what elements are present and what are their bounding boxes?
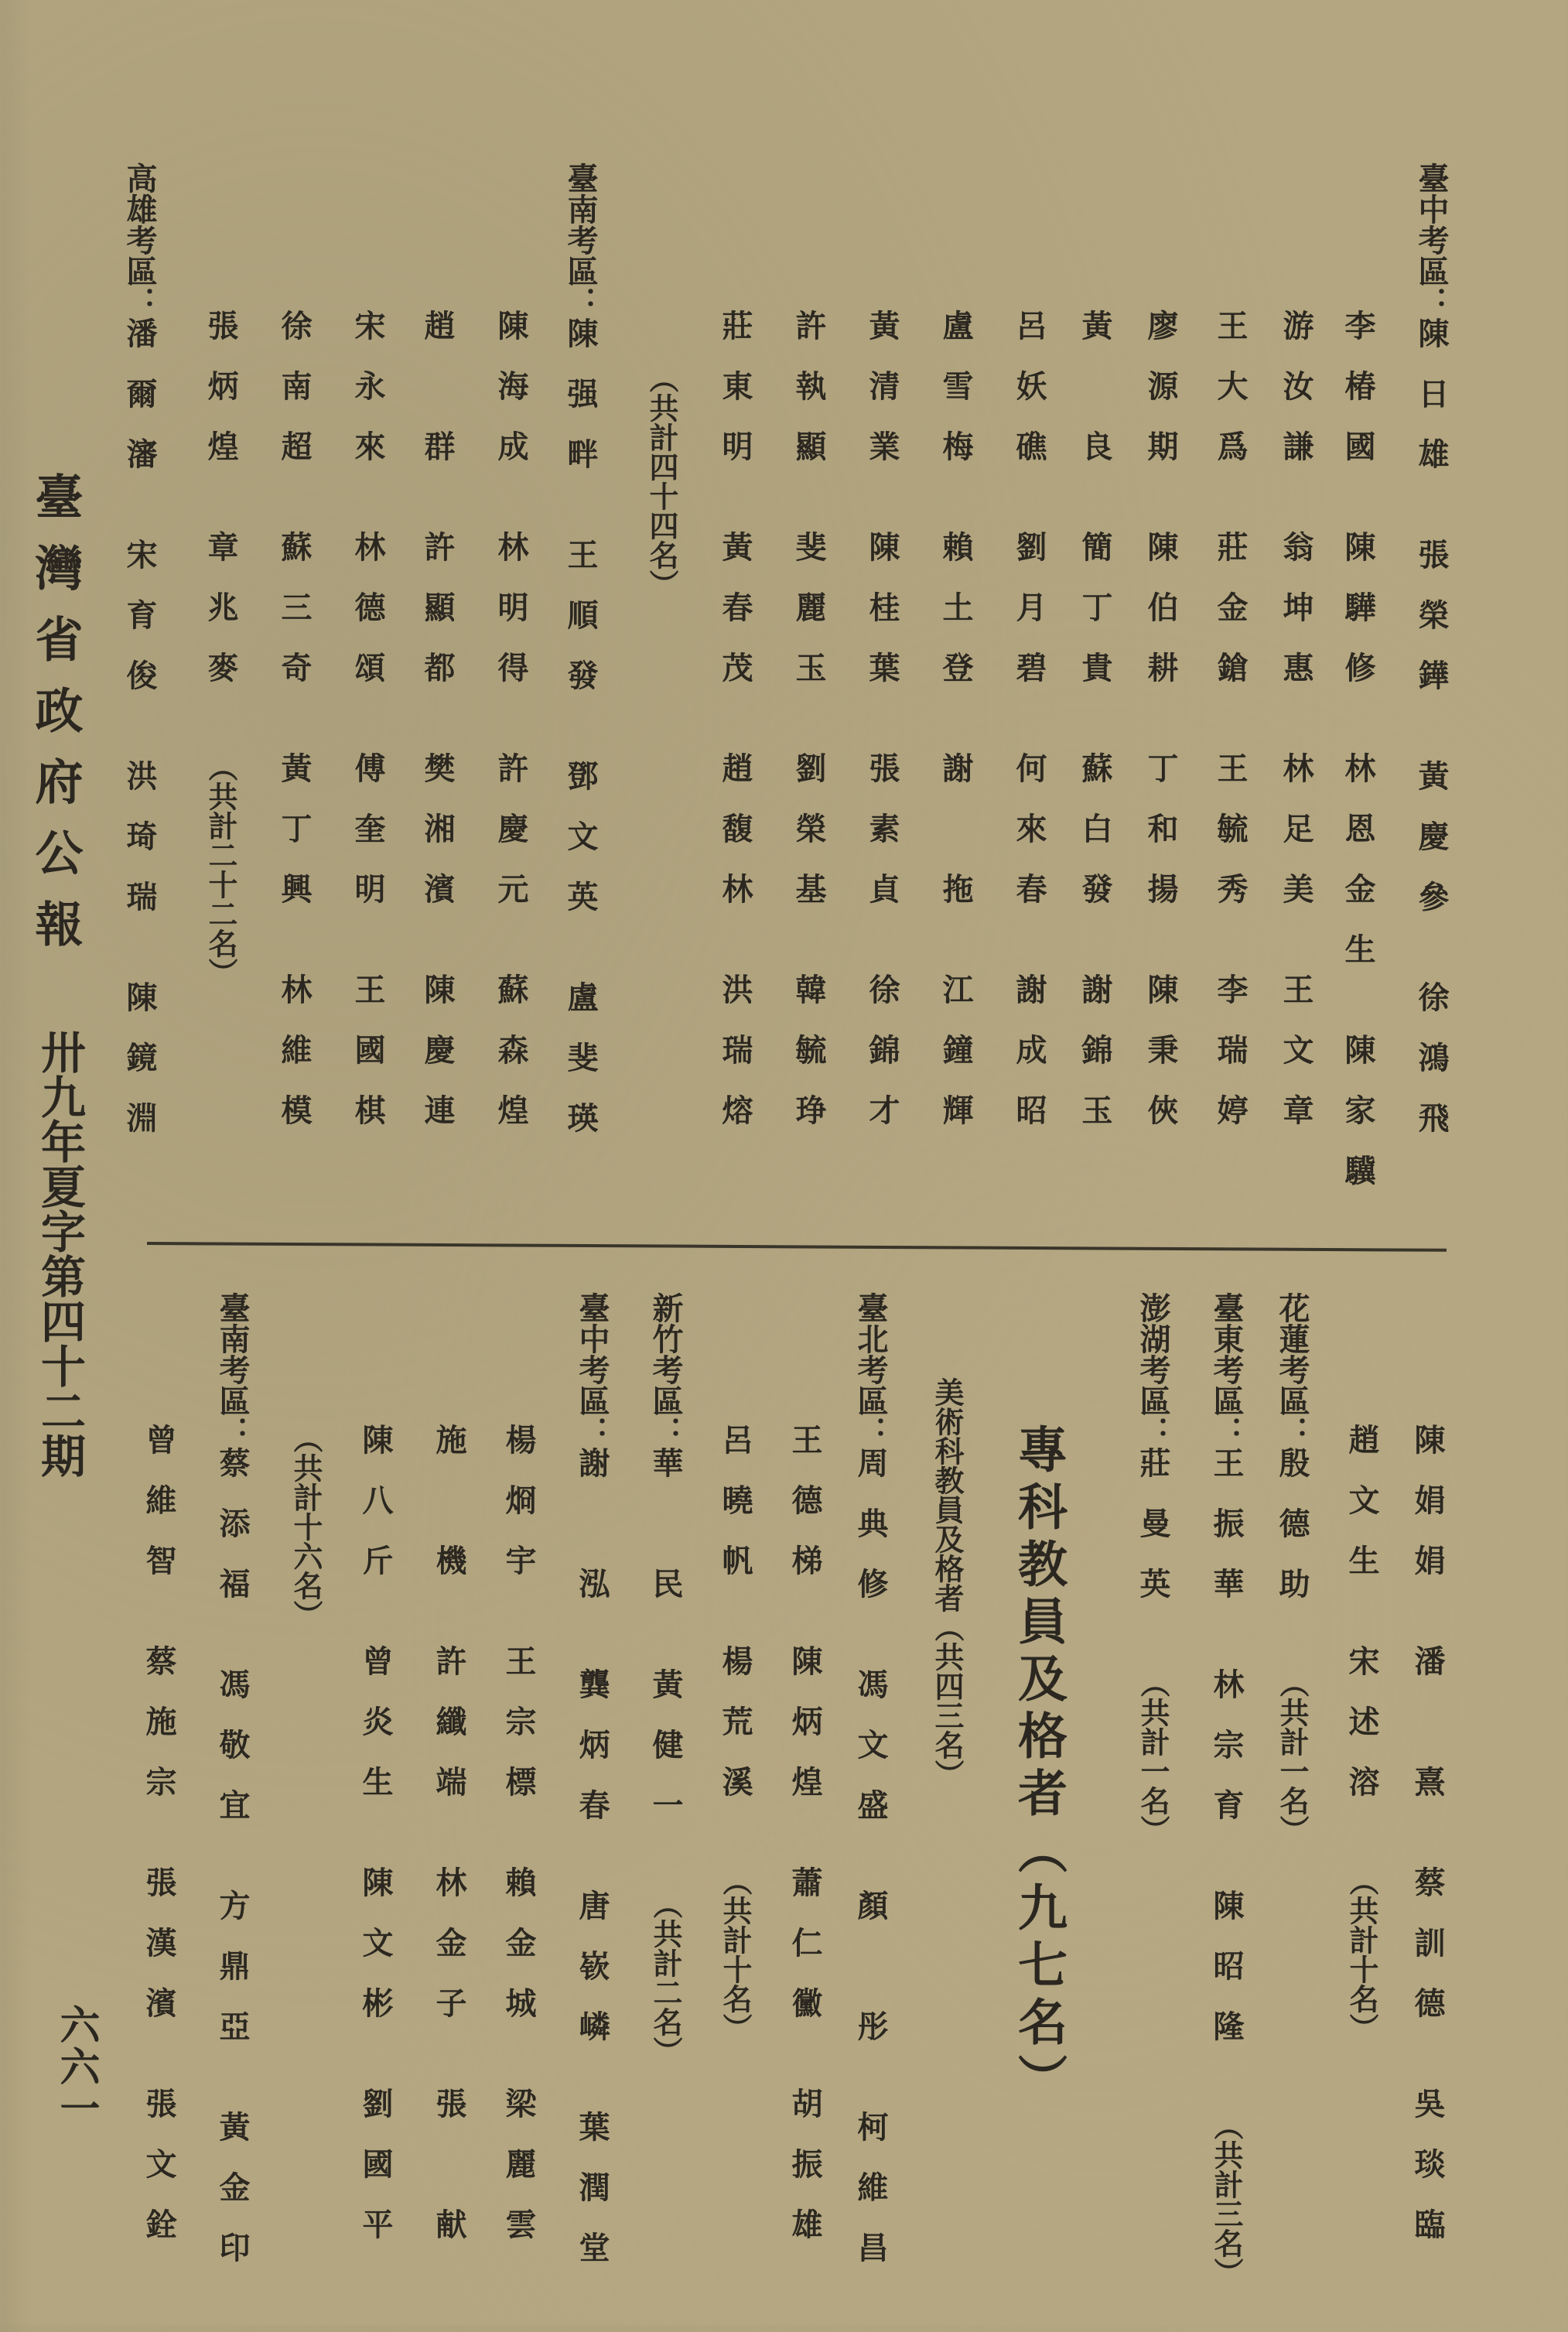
exam-district-label: 花蓮考區：: [1274, 1292, 1310, 1447]
total-count: （共計十名）: [1344, 1866, 1379, 2043]
candidate-name: 宋述溶: [1344, 1645, 1380, 1826]
name-column: [1340, 309, 1376, 1255]
candidate-name: 莊金鎗: [1212, 531, 1249, 712]
candidate-name: 許慶元: [493, 752, 529, 933]
candidate-name: 華 民: [647, 1447, 684, 1628]
candidate-name: 柯維昌: [852, 2111, 889, 2292]
candidate-name: 黃丁興: [276, 752, 313, 933]
candidate-name: 簡丁貴: [1077, 531, 1113, 712]
name-column: [1409, 1424, 1446, 2309]
candidate-name: 陳强畔: [562, 317, 599, 498]
candidate-name: 盧斐瑛: [562, 981, 599, 1162]
candidate-name: 莊東明: [717, 309, 753, 491]
candidate-name: 韓毓琤: [791, 973, 827, 1154]
page-number: 六六一: [53, 2004, 100, 2129]
candidate-name: 斐麗玉: [791, 531, 827, 712]
candidate-name: 丁和揚: [1143, 752, 1179, 933]
candidate-name: 陳桂葉: [864, 531, 900, 712]
name-column: [350, 309, 386, 1195]
candidate-name: 王文章: [1278, 973, 1314, 1154]
candidate-name: 潘爾瀋: [121, 317, 158, 498]
masthead-title: 臺灣省政府公報: [27, 472, 84, 970]
candidate-name: 王振華: [1208, 1447, 1245, 1628]
candidate-name: 林宗育: [1208, 1668, 1245, 1849]
candidate-name: 許執顯: [791, 309, 827, 491]
name-column: [500, 1424, 537, 2309]
section-divider: [147, 1242, 1447, 1252]
candidate-name: 謝 拖: [938, 752, 974, 933]
candidate-name: 馮文盛: [852, 1668, 889, 1849]
exam-district-label: 高雄考區：: [121, 162, 158, 317]
name-column: [647, 1292, 684, 2066]
candidate-name: 曾炎生: [357, 1645, 394, 1826]
candidate-name: 方鼎亞: [214, 1889, 251, 2070]
candidate-name: 陳娟娟: [1409, 1424, 1446, 1605]
candidate-name: 潘 熹: [1409, 1645, 1446, 1826]
candidate-name: 章兆麥: [203, 531, 239, 712]
candidate-name: 林維模: [276, 973, 313, 1154]
candidate-name: 黃春茂: [717, 531, 753, 712]
name-column: [214, 1292, 251, 2332]
candidate-name: 顏 彤: [852, 1889, 889, 2070]
candidate-name: 王順發: [562, 539, 599, 720]
candidate-name: 宋育俊: [121, 539, 158, 720]
name-column: [141, 1424, 177, 2309]
candidate-name: 劉榮基: [791, 752, 827, 933]
candidate-name: 吳琰臨: [1409, 2088, 1446, 2269]
candidate-name: 胡振雄: [787, 2088, 823, 2269]
candidate-name: 翁坤惠: [1278, 531, 1314, 712]
candidate-name: 陳昭隆: [1208, 1889, 1245, 2070]
name-column: [493, 309, 529, 1195]
name-column: [121, 162, 158, 1202]
candidate-name: 樊湘濱: [419, 752, 456, 933]
name-column: [1274, 1292, 1310, 1845]
name-column: [203, 309, 239, 987]
name-column: [290, 1424, 321, 1629]
candidate-name: 陳八斤: [357, 1424, 394, 1605]
candidate-name: 王毓秀: [1212, 752, 1249, 933]
candidate-name: 楊烱宇: [500, 1424, 537, 1605]
total-count: （共計一名）: [1136, 1668, 1170, 1845]
name-column: [431, 1424, 467, 2309]
candidate-name: 蘇三奇: [276, 531, 313, 712]
exam-district-label: 澎湖考區：: [1135, 1292, 1171, 1447]
candidate-name: 洪琦瑞: [121, 760, 158, 941]
candidate-name: 江鐘輝: [938, 973, 974, 1154]
candidate-name: 傅奎明: [350, 752, 386, 933]
candidate-name: 蘇白發: [1077, 752, 1113, 933]
candidate-name: 龔炳春: [574, 1668, 610, 1849]
candidate-name: 徐南超: [276, 309, 313, 491]
name-column: [864, 309, 900, 1195]
candidate-name: 賴金城: [500, 1866, 537, 2047]
name-column: [1212, 309, 1249, 1195]
name-column: [1135, 1292, 1171, 1845]
candidate-name: 徐鴻飛: [1413, 981, 1450, 1162]
candidate-name: 李瑞婷: [1212, 973, 1249, 1154]
exam-district-label: 新竹考區：: [647, 1292, 684, 1447]
name-column: [357, 1424, 394, 2309]
total-count: （共計十名）: [718, 1866, 753, 2043]
candidate-name: 何來春: [1011, 752, 1047, 933]
candidate-name: 王德梯: [787, 1424, 823, 1605]
exam-district-label: 臺中考區：: [574, 1292, 610, 1447]
candidate-name: 洪瑞熔: [717, 973, 753, 1154]
candidate-name: 王國棋: [350, 973, 386, 1154]
total-count: （共計二名）: [648, 1889, 683, 2066]
candidate-name: 黃健一: [647, 1668, 684, 1849]
candidate-name: 張炳煌: [203, 309, 239, 491]
name-column: [1278, 309, 1314, 1195]
candidate-name: 呂曉帆: [717, 1424, 753, 1605]
candidate-name: 謝錦玉: [1077, 973, 1113, 1154]
candidate-name: 蔡添福: [214, 1447, 251, 1628]
candidate-name: 賴土登: [938, 531, 974, 712]
candidate-name: 趙文生: [1344, 1424, 1380, 1605]
candidate-name: 陳海成: [493, 309, 529, 491]
total-count: （共計四十四名）: [644, 364, 679, 599]
candidate-name: 曾維智: [141, 1424, 177, 1605]
candidate-name: 張 献: [431, 2088, 467, 2269]
candidate-name: 許顯都: [419, 531, 456, 712]
name-column: [1208, 1292, 1245, 2287]
candidate-name: 林足美: [1278, 752, 1314, 933]
candidate-name: 蘇森煌: [493, 973, 529, 1154]
candidate-name: 馮敬宜: [214, 1668, 251, 1849]
candidate-name: 趙馥林: [717, 752, 753, 933]
candidate-name: 陳慶連: [419, 973, 456, 1154]
candidate-name: 陳日雄: [1413, 317, 1450, 498]
name-column: [852, 1292, 889, 2332]
name-column: [1011, 309, 1047, 1195]
candidate-name: 徐錦才: [864, 973, 900, 1154]
candidate-name: 蕭仁黴: [787, 1866, 823, 2047]
candidate-name: 趙 群: [419, 309, 456, 491]
total-count: （共計十六名）: [289, 1424, 323, 1629]
candidate-name: 王大爲: [1212, 309, 1249, 491]
candidate-name: 林德頌: [350, 531, 386, 712]
candidate-name: 林恩金生: [1340, 752, 1376, 993]
exam-district-label: 臺中考區：: [1413, 162, 1450, 317]
candidate-name: 陳炳煌: [787, 1645, 823, 1826]
candidate-name: 葉潤堂: [574, 2111, 610, 2292]
total-count: （共計二十二名）: [203, 752, 238, 987]
candidate-name: 唐嵚嶙: [574, 1889, 610, 2070]
candidate-name: 鄧文英: [562, 760, 599, 941]
candidate-name: 蔡施宗: [141, 1645, 177, 1826]
name-column: [646, 364, 677, 599]
candidate-name: 施 機: [431, 1424, 467, 1605]
candidate-name: 呂妖礁: [1011, 309, 1047, 491]
issue-number: 卅九年夏字第四十二期: [33, 1029, 86, 1478]
candidate-name: 陳家驥: [1340, 1034, 1376, 1215]
candidate-name: 楊荒溪: [717, 1645, 753, 1826]
name-column: [717, 1424, 753, 2043]
candidate-name: 王宗標: [500, 1645, 537, 1826]
candidate-name: 盧雪梅: [938, 309, 974, 491]
name-column: [562, 162, 599, 1202]
candidate-name: 廖源期: [1143, 309, 1179, 491]
exam-district-label: 臺南考區：: [214, 1292, 251, 1447]
candidate-name: 陳伯耕: [1143, 531, 1179, 712]
exam-district-label: 臺北考區：: [852, 1292, 889, 1447]
name-column: [1077, 309, 1113, 1195]
candidate-name: 張文銓: [141, 2088, 177, 2269]
section-heading: 專科教員及格者（九七名）: [1009, 1424, 1068, 2111]
candidate-name: 游汝謙: [1278, 309, 1314, 491]
name-column: [1143, 309, 1179, 1195]
candidate-name: 宋永來: [350, 309, 386, 491]
candidate-name: 李椿國: [1340, 309, 1376, 491]
candidate-name: 殷德助: [1274, 1447, 1310, 1628]
candidate-name: 許纖端: [431, 1645, 467, 1826]
total-count: （共計三名）: [1209, 2111, 1244, 2287]
candidate-name: 張素貞: [864, 752, 900, 933]
candidate-name: 莊曼英: [1135, 1447, 1171, 1628]
candidate-name: 張漢濱: [141, 1866, 177, 2047]
candidate-name: 黃慶參: [1413, 760, 1450, 941]
candidate-name: 陳秉俠: [1143, 973, 1179, 1154]
candidate-name: 張榮鏵: [1413, 539, 1450, 720]
name-column: [1344, 1424, 1380, 2043]
name-column: [419, 309, 456, 1195]
name-column: [791, 309, 827, 1195]
candidate-name: 黃清業: [864, 309, 900, 491]
candidate-name: 謝 泓: [574, 1447, 610, 1628]
name-column: [717, 309, 753, 1195]
name-column: [938, 309, 974, 1195]
name-column: [787, 1424, 823, 2309]
candidate-name: 黃金印: [214, 2111, 251, 2292]
candidate-name: 陳文彬: [357, 1866, 394, 2047]
section-subheading: 美術科教員及格者（共四三名）: [930, 1377, 965, 1789]
exam-district-label: 臺東考區：: [1208, 1292, 1245, 1447]
name-column: [1413, 162, 1450, 1202]
candidate-name: 黃 良: [1077, 309, 1113, 491]
candidate-name: 陳鏡淵: [121, 981, 158, 1162]
candidate-name: 林金子: [431, 1866, 467, 2047]
candidate-name: 劉月碧: [1011, 531, 1047, 712]
candidate-name: 林明得: [493, 531, 529, 712]
candidate-name: 梁麗雲: [500, 2088, 537, 2269]
candidate-name: 蔡訓德: [1409, 1866, 1446, 2047]
name-column: [276, 309, 313, 1195]
exam-district-label: 臺南考區：: [562, 162, 599, 317]
candidate-name: 謝成昭: [1011, 973, 1047, 1154]
name-column: [574, 1292, 610, 2332]
candidate-name: 劉國平: [357, 2088, 394, 2269]
candidate-name: 陳驊修: [1340, 531, 1376, 712]
total-count: （共計一名）: [1275, 1668, 1310, 1845]
candidate-name: 周典修: [852, 1447, 889, 1628]
